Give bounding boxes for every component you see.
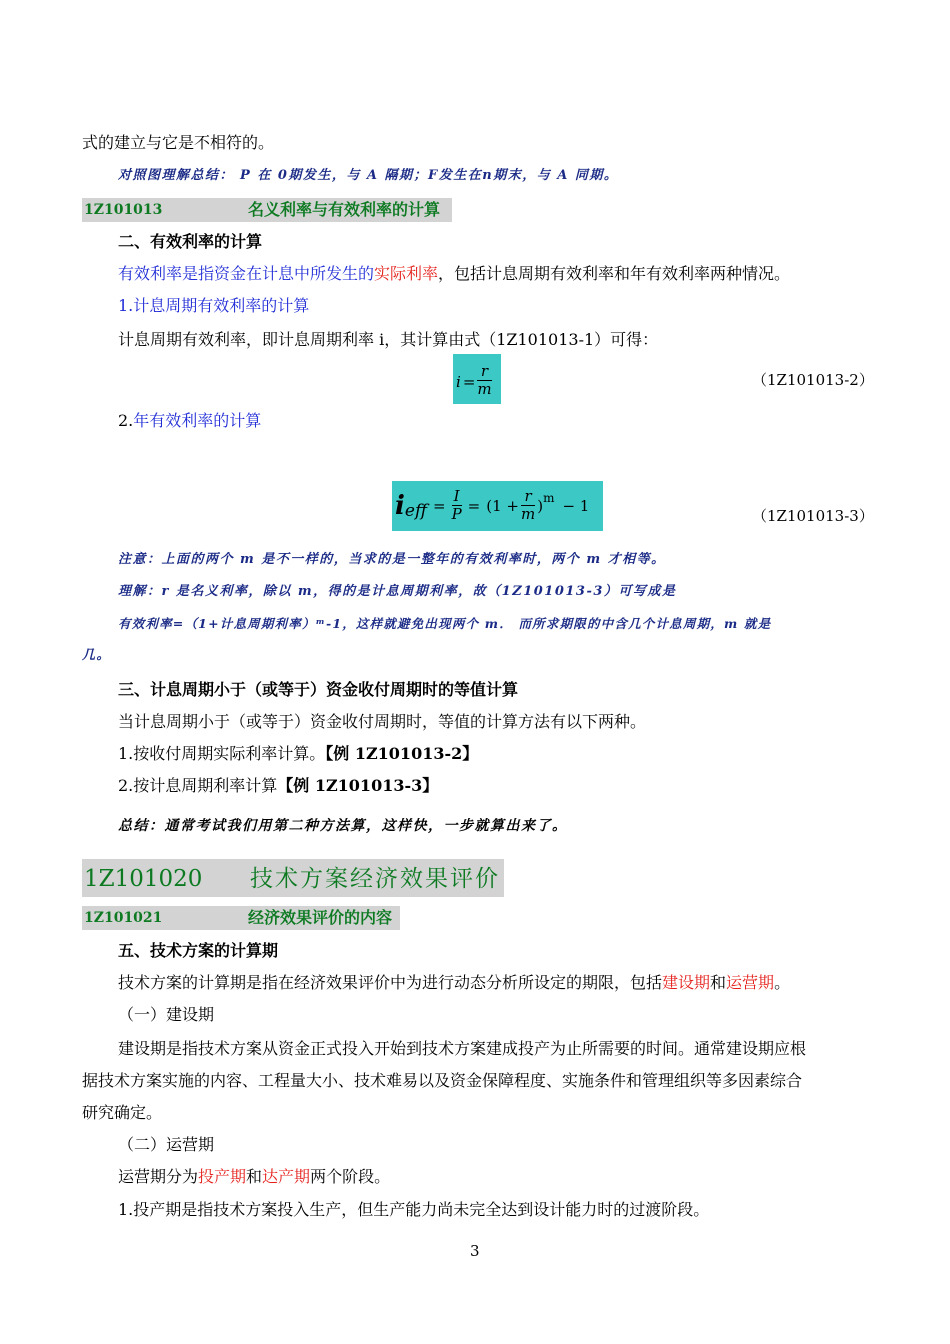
- section-header-bar: [82, 198, 452, 222]
- paragraph: 据技术方案实施的内容、工程量大小、技术难易以及资金保障程度、实施条件和管理组织等多因素综合: [82, 1071, 803, 1090]
- equation-number: （1Z101013-2）: [752, 371, 874, 389]
- paragraph: 技术方案的计算期是指在经济效果评价中为进行动态分析所设定的期限，包括建设期和运营期。: [118, 973, 791, 992]
- paragraph: 有效利率是指资金在计息中所发生的实际利率，包括计息周期有效利率和年有效利率两种情况。: [118, 264, 791, 283]
- heading: 五、技术方案的计算期: [118, 941, 279, 960]
- subheading: 2.年有效利率的计算: [118, 411, 262, 430]
- paragraph: 1.按收付周期实际利率计算。【例 1Z101013-2】: [118, 744, 479, 763]
- paragraph: 计息周期有效利率，即计息周期利率 i，其计算由式（1Z101013-1）可得：: [118, 330, 659, 349]
- section-code: 1Z101013: [84, 202, 163, 218]
- formula-3: i eff = $\frac{I}{P}$ = (1 + $\frac{r}{m}$ ) m − 1: [392, 481, 603, 531]
- heading: 三、计息周期小于（或等于）资金收付周期时的等值计算: [118, 680, 519, 699]
- heading: 二、有效利率的计算: [118, 232, 263, 251]
- paragraph: 2.按计息周期利率计算【例 1Z101013-3】: [118, 776, 439, 795]
- handwritten-note: 几。: [82, 648, 112, 663]
- subheading: 1.计息周期有效利率的计算: [118, 296, 310, 315]
- handwritten-note: 有效利率=（1+计息周期利率）ᵐ-1，这样就避免出现两个 m． 而所求期限的中含几个计息周期，m 就是: [118, 616, 772, 631]
- paragraph: 建设期是指技术方案从资金正式投入开始到技术方案建成投产为止所需要的时间。通常建设期应根: [118, 1039, 807, 1058]
- section-title: 名义利率与有效利率的计算: [248, 200, 441, 219]
- handwritten-note: 理解：r 是名义利率，除以 m，得的是计息周期利率，故（1Z101013-3）可写成是: [118, 584, 677, 599]
- equation-number: （1Z101013-3）: [752, 507, 874, 525]
- section-header-bar: [82, 906, 400, 930]
- handwritten-summary: 总结：通常考试我们用第二种方法算，这样快，一步就算出来了。: [118, 818, 568, 834]
- handwritten-note: 对照图理解总结： P 在 0期发生，与 A 隔期；F发生在n期末，与 A 同期。: [118, 168, 619, 183]
- formula-2: i = $\frac{r}{m}$: [453, 354, 501, 404]
- subheading: （一）建设期: [118, 1005, 215, 1024]
- chapter-header-bar: [82, 859, 504, 897]
- text-line: 式的建立与它是不相符的。: [82, 133, 275, 152]
- section-code: 1Z101021: [84, 910, 163, 926]
- paragraph: 当计息周期小于（或等于）资金收付周期时，等值的计算方法有以下两种。: [118, 712, 647, 731]
- page-number: 3: [470, 1242, 480, 1260]
- paragraph: 研究确定。: [82, 1103, 163, 1122]
- subheading: （二）运营期: [118, 1135, 215, 1154]
- paragraph: 1.投产期是指技术方案投入生产，但生产能力尚未完全达到设计能力时的过渡阶段。: [118, 1200, 710, 1219]
- handwritten-note: 注意：上面的两个 m 是不一样的，当求的是一整年的有效利率时，两个 m 才相等。: [118, 552, 666, 567]
- section-title: 经济效果评价的内容: [248, 908, 393, 927]
- chapter-code: 1Z101020: [84, 866, 203, 892]
- chapter-title: 技术方案经济效果评价: [250, 866, 500, 892]
- paragraph: 运营期分为投产期和达产期两个阶段。: [118, 1167, 391, 1186]
